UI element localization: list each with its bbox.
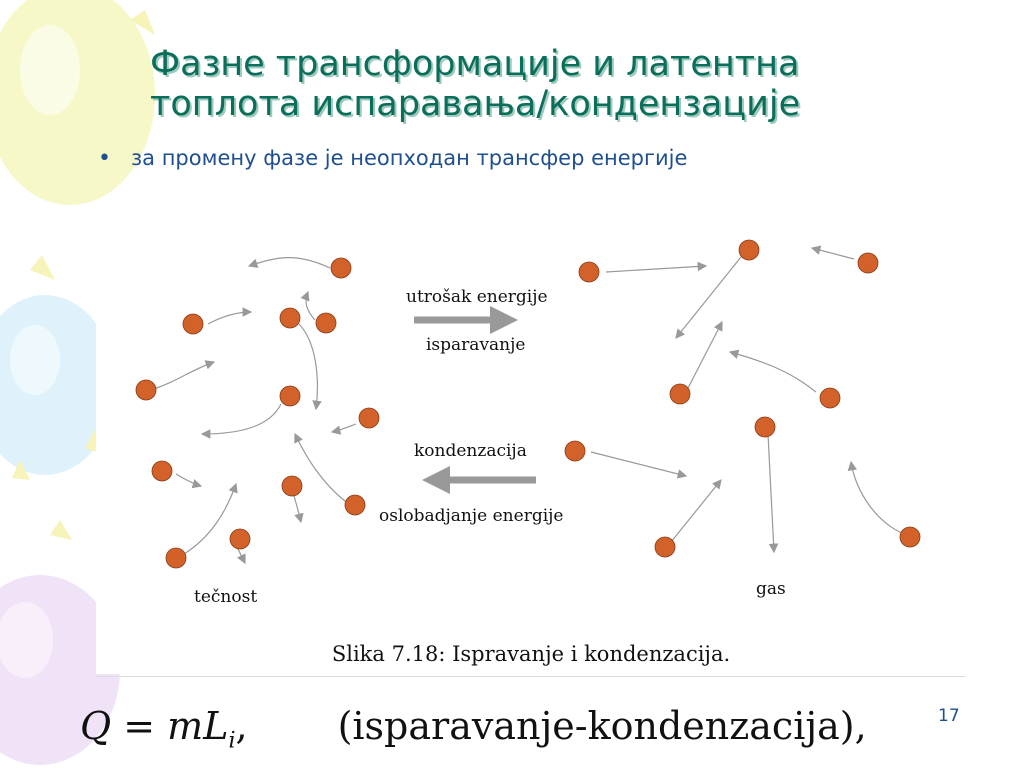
particle — [282, 476, 302, 496]
particle — [565, 441, 585, 461]
particle — [345, 495, 365, 515]
gas-particles — [565, 240, 920, 557]
particle — [136, 380, 156, 400]
particle — [230, 529, 250, 549]
particle — [579, 262, 599, 282]
label-gas: gas — [756, 579, 786, 599]
bullet-text: за промену фазе је неопходан трансфер енергије — [130, 146, 688, 170]
particle — [152, 461, 172, 481]
formula-expression — [80, 704, 248, 754]
page-number: 17 — [938, 706, 960, 726]
formula-Q: Q — [80, 704, 112, 748]
figure-caption: Slika 7.18: Ispravanje i kondenzacija. — [331, 642, 731, 666]
particle — [670, 384, 690, 404]
liquid-motion-arrows — [151, 258, 356, 563]
particle — [166, 548, 186, 568]
formula-L: L — [203, 704, 229, 748]
formula-subscript: i — [228, 728, 236, 754]
bullet-item — [98, 146, 687, 171]
label-liquid: tečnost — [194, 587, 258, 607]
slide-title — [150, 44, 910, 124]
particle — [820, 388, 840, 408]
formula-note: (isparavanje-kondenzacija), — [337, 704, 867, 748]
particle — [331, 258, 351, 278]
divider — [96, 676, 966, 677]
title-line-2: топлота испаравања/кондензације — [150, 84, 801, 124]
particle — [359, 408, 379, 428]
particle — [183, 314, 203, 334]
formula-equals: = — [111, 704, 168, 748]
liquid-particles — [136, 258, 379, 568]
particle — [316, 313, 336, 333]
label-energy-consumption: utrošak energije — [406, 287, 548, 307]
particle — [739, 240, 759, 260]
particle — [900, 527, 920, 547]
label-condensation: kondenzacija — [414, 441, 527, 461]
gas-motion-arrows — [591, 248, 904, 552]
yellow-balloon — [0, 0, 155, 205]
particle — [280, 308, 300, 328]
figure-drawing — [96, 212, 966, 642]
label-energy-release: oslobadjanje energije — [379, 506, 564, 526]
particle — [655, 537, 675, 557]
formula-m: m — [167, 704, 204, 748]
label-vaporization: isparavanje — [426, 335, 526, 355]
latent-heat-formula — [80, 704, 867, 754]
bullet-dot-icon: • — [98, 146, 111, 171]
phase-transition-figure — [96, 212, 966, 674]
title-line-1: Фазне трансформације и латентна — [150, 44, 800, 84]
particle — [280, 386, 300, 406]
particle — [755, 417, 775, 437]
formula-comma: , — [235, 704, 248, 748]
particle — [858, 253, 878, 273]
